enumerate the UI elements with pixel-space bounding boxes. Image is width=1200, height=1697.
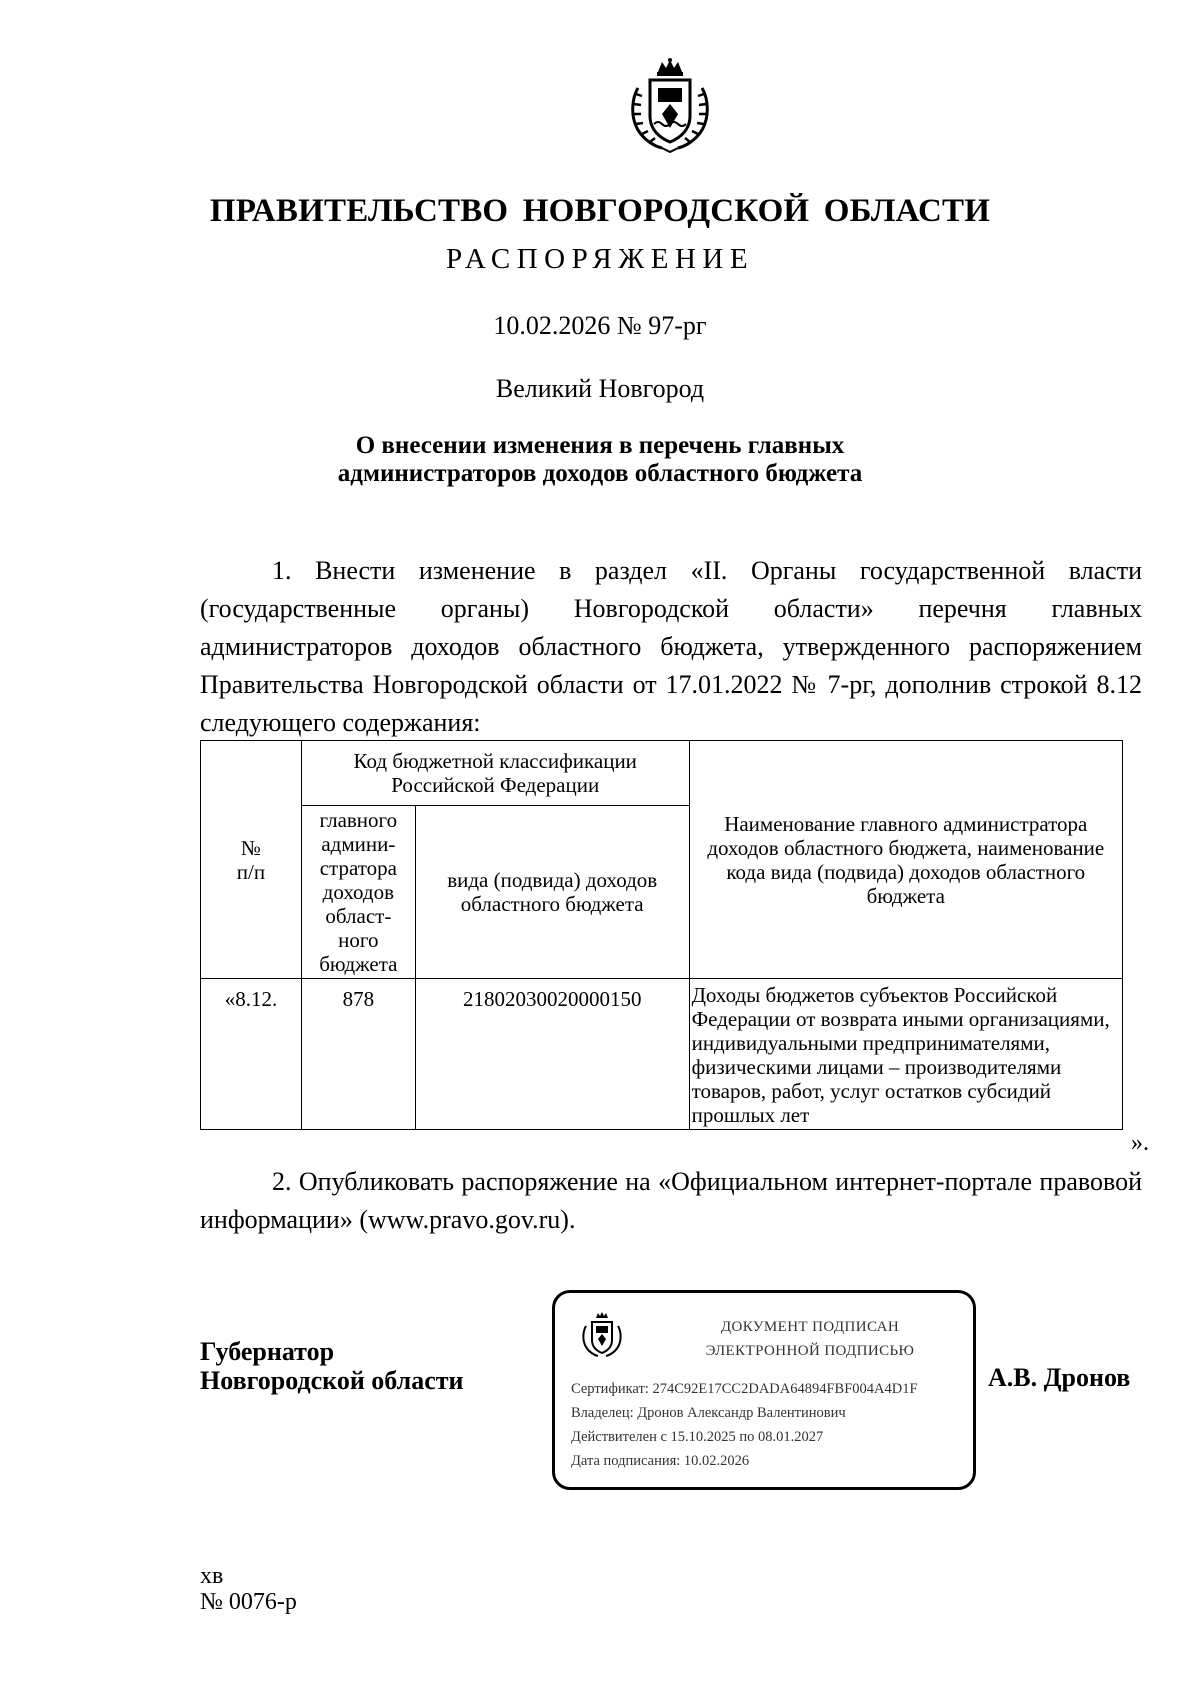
document-type: РАСПОРЯЖЕНИЕ — [445, 243, 755, 275]
col-code-group-header: Код бюджетной классификации Российской Федерации — [301, 741, 689, 806]
row-admin-cell: 878 — [301, 979, 415, 1130]
paragraph-2-text: 2. Опубликовать распоряжение на «Официальном интернет-портале правовой информации» (www.pravo.gov.ru). — [200, 1167, 1142, 1234]
stamp-sign-date: Дата подписания: 10.02.2026 — [571, 1453, 750, 1469]
coat-of-arms-icon — [628, 58, 712, 154]
table-closing-quote: ». — [1131, 1130, 1149, 1156]
signer-position — [200, 1337, 464, 1395]
executor-number: № 0076-р — [200, 1589, 297, 1615]
stamp-owner: Владелец: Дронов Александр Валентинович — [571, 1405, 846, 1421]
subject-line-2: администраторов доходов областного бюджета — [337, 460, 863, 487]
table-row — [201, 979, 1123, 1130]
paragraph-2 — [200, 1163, 1142, 1239]
signer-name: А.В. Дронов — [988, 1363, 1131, 1392]
electronic-signature-stamp — [552, 1290, 976, 1490]
paragraph-1-text: 1. Внести изменение в раздел «II. Органы государственной власти (государственные органы) Новгородской области» перечня главных администраторов доходов областного бюджета, утвержденного распоряжением Правительства Новгородской области от 17.01.2022 № 7-рг, дополнив строкой 8.12 следующего содержания: — [200, 556, 1142, 737]
signer-position-line-1: Губернатор — [200, 1337, 335, 1366]
stamp-title-line-1: ДОКУМЕНТ ПОДПИСАН — [720, 1319, 900, 1335]
document-place: Великий Новгород — [495, 374, 705, 403]
col-admin-header: главного админи- стратора доходов област- ного бюджета — [301, 806, 415, 979]
executor-mark — [200, 1563, 297, 1615]
executor-initials: хв — [200, 1563, 224, 1589]
stamp-validity: Действителен с 15.10.2025 по 08.01.2027 — [571, 1429, 824, 1445]
col-num-header: № п/п — [201, 741, 302, 979]
stamp-certificate: Сертификат: 274C92E17CC2DADA64894FBF004A4D1F — [571, 1381, 918, 1397]
subject-line-1: О внесении изменения в перечень главных — [355, 432, 845, 459]
signer-position-line-2: Новгородской области — [200, 1366, 464, 1395]
stamp-title-line-2: ЭЛЕКТРОННОЙ ПОДПИСЬЮ — [705, 1343, 915, 1359]
col-kind-header: вида (подвида) доходов областного бюджета — [415, 806, 689, 979]
row-kind-cell: 21802030020000150 — [415, 979, 689, 1130]
organization-title: ПРАВИТЕЛЬСТВО НОВГОРОДСКОЙ ОБЛАСТИ — [209, 193, 991, 229]
budget-table — [200, 740, 1123, 1130]
document-number-date: 10.02.2026 № 97-рг — [493, 311, 707, 340]
stamp-title — [685, 1315, 935, 1363]
document-subject — [0, 432, 1200, 488]
row-num-cell: «8.12. — [201, 979, 302, 1130]
row-name-cell: Доходы бюджетов субъектов Российской Федерации от возврата иными организациями, индивидуальными предпринимателями, физическими лицами – производителями товаров, работ, услуг остатков субсидий прошлых лет — [689, 979, 1122, 1130]
stamp-coat-of-arms-icon — [581, 1311, 623, 1359]
col-name-header: Наименование главного администратора доходов областного бюджета, наименование кода вида (подвида) доходов областного бюджета — [689, 741, 1122, 979]
table-header-row — [201, 741, 1123, 806]
paragraph-1 — [200, 552, 1142, 742]
